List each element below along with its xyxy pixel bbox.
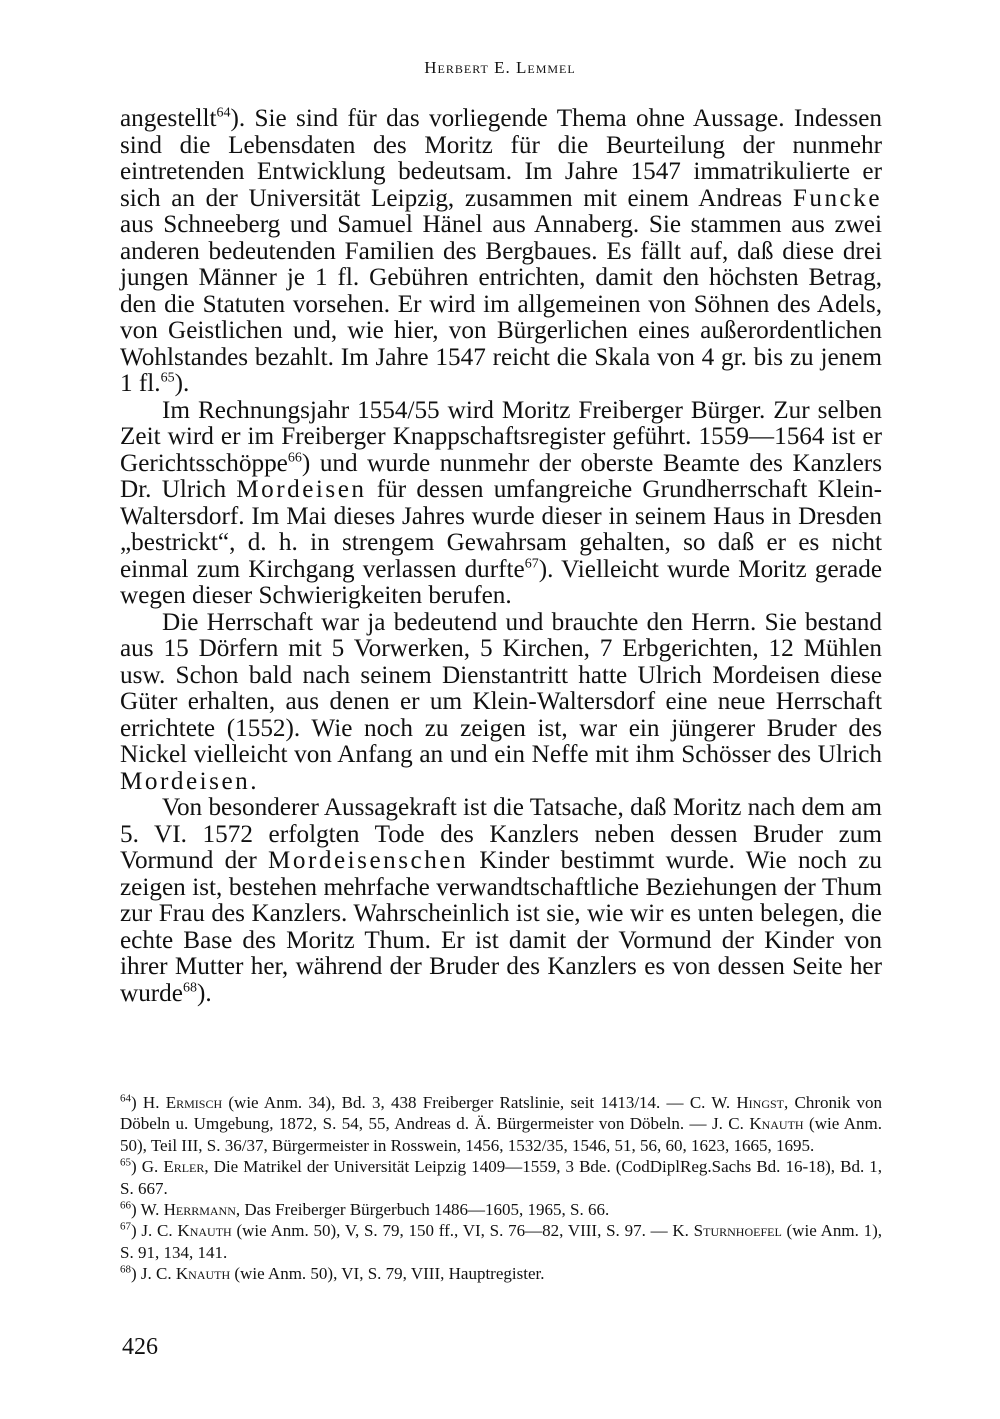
author-name: Sturnhoefel [693,1221,782,1241]
footnote-number: 65 [120,1156,131,1169]
text-run: ) H. [131,1093,166,1112]
text-run: (wie Anm. 1), S. 91, 134, 141. [120,1221,883,1262]
running-header: Herbert E. Lemmel [424,58,576,77]
text-run: ). Sie sind für das vorliegende Thema ohne Aussage. Indessen sind die Lebensdaten des Moritz für die Beurteilung der nunmehr eintretenden Entwicklung bedeutsam. Im Jahre 1547 immatrikulierte er sich an der Universität Leipzig, zusammen mit einem Andreas [120,105,882,212]
text-run: (wie Anm. 50), V, S. 79, 150 ff., VI, S. 76—82, VIII, S. 97. — K. [231,1221,694,1241]
text-run: für dessen umfangreiche Grundherrschaft Klein-Waltersdorf. Im Mai dieses Jahres wurde dieser in seinem Haus in Dresden „bestrickt“, d. h. in strengem Gewahrsam gehalten, so daß er es nicht einmal zum Kirchgang verlassen durfte [120,476,882,583]
person-name: Mordeisenschen [268,847,469,874]
footnote-ref-64[interactable]: 64 [216,105,231,121]
footnote-65 [120,1156,882,1199]
text-run: angestellt [120,105,217,132]
author-name: Knauth [175,1264,231,1284]
text-run: , Chronik von Döbeln u. Umgebung, 1872, S. 54, 55, Andreas d. Ä. Bürgermeister von Döbeln. — J. C. [120,1093,882,1134]
person-name: Mordeisen [120,767,251,795]
person-name: Funcke [792,184,882,212]
page-number: 426 [122,1334,158,1360]
text-run: (wie Anm. 50), VI, S. 79, VIII, Hauptregister. [230,1264,545,1284]
footnote-64 [120,1092,882,1156]
text-run: Von besonderer Aussagekraft ist die Tatsache, daß Moritz nach dem am 5. VI. 1572 erfolgten Tode des Kanzlers neben dessen Bruder zum Vormund der [120,794,882,874]
text-run: Kinder bestimmt wurde. Wie noch zu zeigen ist, bestehen mehrfache verwandtschaftliche Beziehungen der Thum zur Frau des Kanzlers. Wahrscheinlich ist sie, wie wir es unten belegen, die echte Base des Moritz Thum. Er ist damit der Vormund der Kinder von ihrer Mutter her, während der Bruder des Kanzlers es von dessen Seite her wurde [120,847,882,1007]
text-run: ). Vielleicht wurde Moritz gerade wegen dieser Schwierigkeiten berufen. [120,555,882,609]
main-text [120,106,882,1007]
text-run: Die Herrschaft war ja bedeutend und brauchte den Herrn. Sie bestand aus 15 Dörfern mit 5 Vorwerken, 5 Kirchen, 7 Erbgerichten, 12 Mühlen usw. Schon bald nach seinem Dienstantritt hatte Ulrich Mordeisen diese Güter erhalten, aus denen er um Klein-Waltersdorf eine neue Herrschaft errichtete (1552). Wie noch zu zeigen ist, war ein jüngerer Bruder des Nickel vielleicht von Anfang an und ein Neffe mit ihm Schösser des Ulrich [120,608,882,768]
text-run: ). [174,370,190,397]
footnote-ref-65[interactable]: 65 [160,370,175,386]
text-run: ) J. C. [131,1221,178,1241]
footnote-number: 64 [120,1092,131,1105]
text-run: (wie Anm. 50), Teil III, S. 36/37, Bürgermeister in Rosswein, 1456, 1532/35, 1546, 51, 56, 60, 1623, 1665, 1695. [120,1114,882,1155]
paragraph-1 [120,106,882,398]
author-name: Ermisch [165,1093,223,1112]
text-run: ) G. [131,1157,164,1177]
footnote-ref-67[interactable]: 67 [524,556,539,572]
footnote-number: 66 [120,1199,131,1212]
footnote-67 [120,1220,882,1263]
text-run: ) W. [131,1200,164,1220]
text-run: ) J. C. [131,1264,176,1284]
person-name: Mordeisen [236,476,367,503]
text-run: Im Rechnungsjahr 1554/55 wird Moritz Freiberger Bürger. Zur selben Zeit wird er im Freiberger Knappschaftsregister geführt. 1559—1564 ist er Gerichtsschöppe [120,396,882,477]
footnote-66 [120,1199,882,1220]
author-name: Knauth [177,1221,232,1241]
paragraph-3 [120,610,882,796]
text-run: ). [196,979,212,1007]
author-name: Herrmann [163,1200,236,1220]
author-name: Hingst [736,1093,784,1112]
author-name: Erler [163,1157,205,1177]
text-run: , Das Freiberger Bürgerbuch 1486—1605, 1965, S. 66. [235,1200,610,1220]
text-run: . [250,767,257,795]
footnote-68 [120,1263,882,1284]
paragraph-2 [120,398,882,610]
footnote-ref-66[interactable]: 66 [287,450,302,466]
author-name: Knauth [749,1114,804,1134]
text-run: (wie Anm. 34), Bd. 3, 438 Freiberger Ratslinie, seit 1413/14. — C. W. [222,1093,737,1112]
footnote-ref-68[interactable]: 68 [182,980,197,996]
footnote-number: 67 [120,1220,131,1233]
footnote-number: 68 [120,1263,131,1276]
text-run: aus Schneeberg und Samuel Hänel aus Annaberg. Sie stammen aus zwei anderen bedeutenden Familien des Bergbaues. Es fällt auf, daß diese drei jungen Männer je 1 fl. Gebühren entrichten, damit den höchsten Betrag, den die Statuten vorsehen. Er wird im allgemeinen von Söhnen des Adels, von Geistlichen und, wie hier, von Bürgerlichen eines außerordentlichen Wohlstandes bezahlt. Im Jahre 1547 reicht die Skala von 4 gr. bis zu jenem 1 fl. [120,211,882,397]
text-run: , Die Matrikel der Universität Leipzig 1409—1559, 3 Bde. (CodDiplReg.Sachs Bd. 16-18), Bd. 1, S. 667. [120,1157,882,1198]
text-run: ) und wurde nunmehr der oberste Beamte des Kanzlers Dr. Ulrich [120,449,882,503]
footnotes [120,1092,882,1285]
paragraph-4 [120,795,882,1007]
